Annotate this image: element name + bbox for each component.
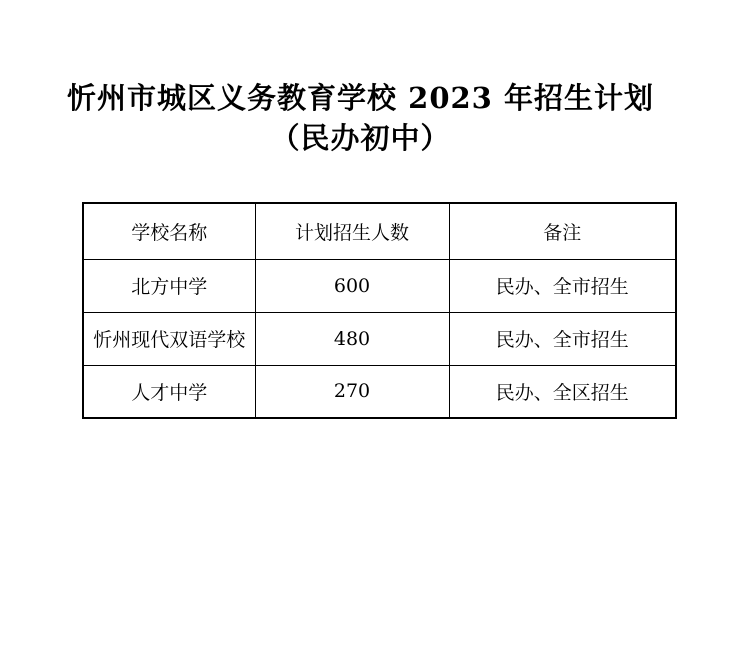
cell-planned-enrollment: 600	[255, 259, 449, 312]
table-row	[83, 365, 676, 418]
cell-school-name: 忻州现代双语学校	[83, 312, 255, 365]
table-row	[83, 259, 676, 312]
document-title-line1: 忻州市城区义务教育学校 2023 年招生计划	[67, 81, 654, 115]
cell-school-name: 人才中学	[83, 365, 255, 418]
header-planned-enrollment: 计划招生人数	[255, 203, 449, 259]
table-row	[83, 312, 676, 365]
cell-school-name: 北方中学	[83, 259, 255, 312]
document-title-line2: （民办初中）	[270, 121, 451, 155]
cell-planned-enrollment: 270	[255, 365, 449, 418]
cell-remarks: 民办、全市招生	[449, 259, 676, 312]
document-title	[0, 78, 738, 158]
header-school-name: 学校名称	[83, 203, 255, 259]
header-remarks: 备注	[449, 203, 676, 259]
cell-planned-enrollment: 480	[255, 312, 449, 365]
enrollment-plan-table	[82, 202, 677, 419]
table-header-row	[83, 203, 676, 259]
cell-remarks: 民办、全市招生	[449, 312, 676, 365]
cell-remarks: 民办、全区招生	[449, 365, 676, 418]
